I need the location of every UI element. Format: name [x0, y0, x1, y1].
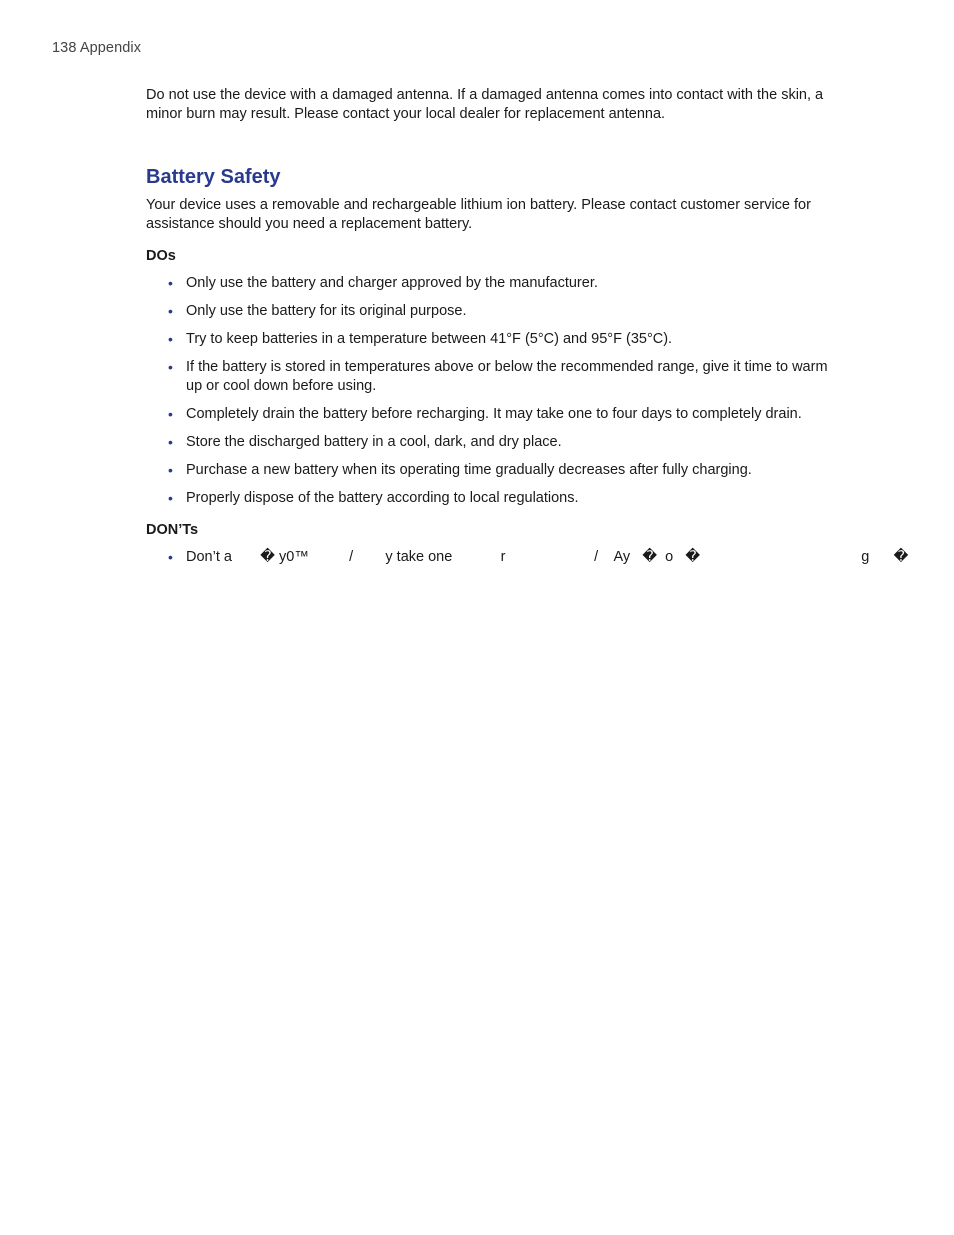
- list-item-text: Completely drain the battery before recharging. It may take one to four days to completely drain.: [186, 406, 802, 422]
- list-item-text: If the battery is stored in temperatures above or below the recommended range, give it time to warm up or cool down before using.: [186, 359, 828, 394]
- bullet-icon: •: [168, 406, 173, 422]
- list-item-text: Store the discharged battery in a cool, dark, and dry place.: [186, 434, 562, 450]
- list-item-text: Properly dispose of the battery according to local regulations.: [186, 490, 579, 506]
- list-item-text: Don’t a � y0™ / y take one r / Ay � o � g �: [186, 549, 909, 565]
- list-item: [146, 433, 846, 452]
- bullet-icon: •: [168, 462, 173, 478]
- antenna-warning-paragraph: Do not use the device with a damaged antenna. If a damaged antenna comes into contact with the skin, a minor burn may result. Please contact your local dealer for replacement antenna.: [146, 87, 824, 122]
- bullet-icon: •: [168, 359, 173, 375]
- list-item-text: Try to keep batteries in a temperature between 41°F (5°C) and 95°F (35°C).: [186, 331, 673, 347]
- list-item: [146, 489, 846, 508]
- battery-safety-heading: Battery Safety: [146, 166, 281, 188]
- list-item: [146, 330, 846, 349]
- running-header: 138 Appendix: [52, 40, 142, 56]
- list-item: [146, 461, 846, 480]
- list-item: [146, 358, 846, 396]
- list-item: [146, 405, 846, 424]
- page-content: [146, 86, 909, 567]
- list-item: [146, 302, 846, 321]
- bullet-icon: •: [168, 303, 173, 319]
- battery-description: Your device uses a removable and rechargeable lithium ion battery. Please contact customer service for assistance should you need a replacement battery.: [146, 197, 811, 232]
- list-item-text: Purchase a new battery when its operating time gradually decreases after fully charging.: [186, 462, 752, 478]
- list-item: [146, 548, 909, 567]
- bullet-icon: •: [168, 434, 173, 450]
- bullet-icon: •: [168, 490, 173, 506]
- list-item: [146, 274, 846, 293]
- list-item-text: Only use the battery and charger approved by the manufacturer.: [186, 275, 598, 291]
- bullet-icon: •: [168, 331, 173, 347]
- donts-list: [146, 548, 909, 567]
- donts-heading: DON’Ts: [146, 522, 199, 538]
- dos-heading: DOs: [146, 248, 176, 264]
- bullet-icon: •: [168, 549, 173, 565]
- bullet-icon: •: [168, 275, 173, 291]
- dos-list: [146, 274, 846, 508]
- list-item-text: Only use the battery for its original purpose.: [186, 303, 467, 319]
